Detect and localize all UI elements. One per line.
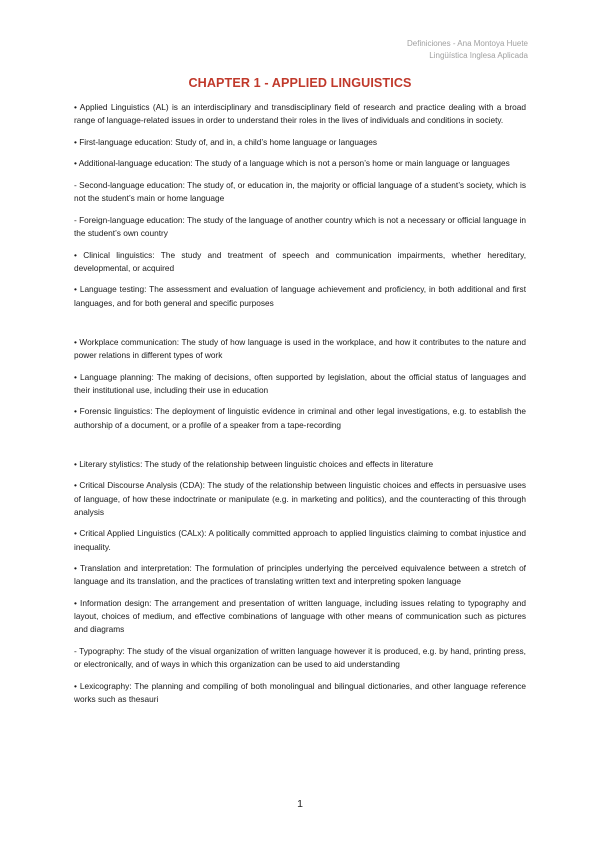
paragraph-language-testing: • Language testing: The assessment and evaluation of language achievement and proficiency, in both additional and first languages, and for both general and specific purposes xyxy=(74,284,526,308)
header-author: Definiciones - Ana Montoya Huete xyxy=(407,39,528,48)
paragraph-critical-applied-linguistics: • Critical Applied Linguistics (CALx): A politically committed approach to applied linguistics claiming to combat injustice and inequality. xyxy=(74,528,526,552)
paragraph-literary-stylistics: • Literary stylistics: The study of the relationship between linguistic choices and effects in literature xyxy=(74,458,434,469)
paragraph-applied-linguistics: • Applied Linguistics (AL) is an interdisciplinary and transdisciplinary field of research and practice dealing with a broad range of language-related issues in order to understand their roles in the lives of individuals and conditions in society. xyxy=(74,102,526,126)
paragraph-first-language-education: • First-language education: Study of, and in, a child’s home language or languages xyxy=(74,136,378,147)
chapter-title: CHAPTER 1 - APPLIED LINGUISTICS xyxy=(188,76,412,90)
paragraph-workplace-communication: • Workplace communication: The study of how language is used in the workplace, and how it contributes to the nature and power relations in different types of work xyxy=(74,336,526,360)
document-body xyxy=(74,101,526,706)
paragraph-language-planning: • Language planning: The making of decisions, often supported by legislation, about the official status of languages and their institutional use, including their use in education xyxy=(74,371,526,395)
page-number: 1 xyxy=(297,798,303,810)
paragraph-lexicography: • Lexicography: The planning and compiling of both monolingual and bilingual dictionaries, and other language reference works such as thesauri xyxy=(74,680,526,704)
paragraph-additional-language-education: • Additional-language education: The study of a language which is not a person’s home or main language or languages xyxy=(74,158,510,169)
page-header xyxy=(407,38,528,62)
paragraph-critical-discourse-analysis: • Critical Discourse Analysis (CDA): The study of the relationship between linguistic choices and effects in persuasive uses of language, of how these indoctrinate or manipulate (e.g. in marketing and politics), and the counteracting of this through analysis xyxy=(74,480,526,517)
paragraph-second-language-education: - Second-language education: The study of, or education in, the majority or official language of a student’s society, which is not the student’s main or home language xyxy=(74,179,526,204)
paragraph-translation-interpretation: • Translation and interpretation: The formulation of principles underlying the perceived equivalence between a stretch of language and its translation, and the practices of translating written text and interpreting spoken language xyxy=(74,563,526,587)
paragraph-information-design: • Information design: The arrangement and presentation of written language, including issues relating to typography and layout, choices of medium, and effective combinations of language with other means of communication such as pictures and diagrams xyxy=(74,597,526,635)
paragraph-foreign-language-education: - Foreign-language education: The study of the language of another country which is not a necessary or official language in the student’s own country xyxy=(74,214,526,238)
paragraph-typography: - Typography: The study of the visual organization of written language however it is produced, e.g. by hand, printing press, or electronically, and of ways in which this organization can be used to aid understanding xyxy=(74,645,526,670)
paragraph-clinical-linguistics: • Clinical linguistics: The study and treatment of speech and communication impairments, whether hereditary, developmental, or acquired xyxy=(74,249,526,273)
header-course: Lingüística Inglesa Aplicada xyxy=(429,51,528,60)
paragraph-forensic-linguistics: • Forensic linguistics: The deployment of linguistic evidence in criminal and other legal investigations, e.g. to establish the authorship of a document, or a profile of a speaker from a tape-recording xyxy=(74,406,526,430)
